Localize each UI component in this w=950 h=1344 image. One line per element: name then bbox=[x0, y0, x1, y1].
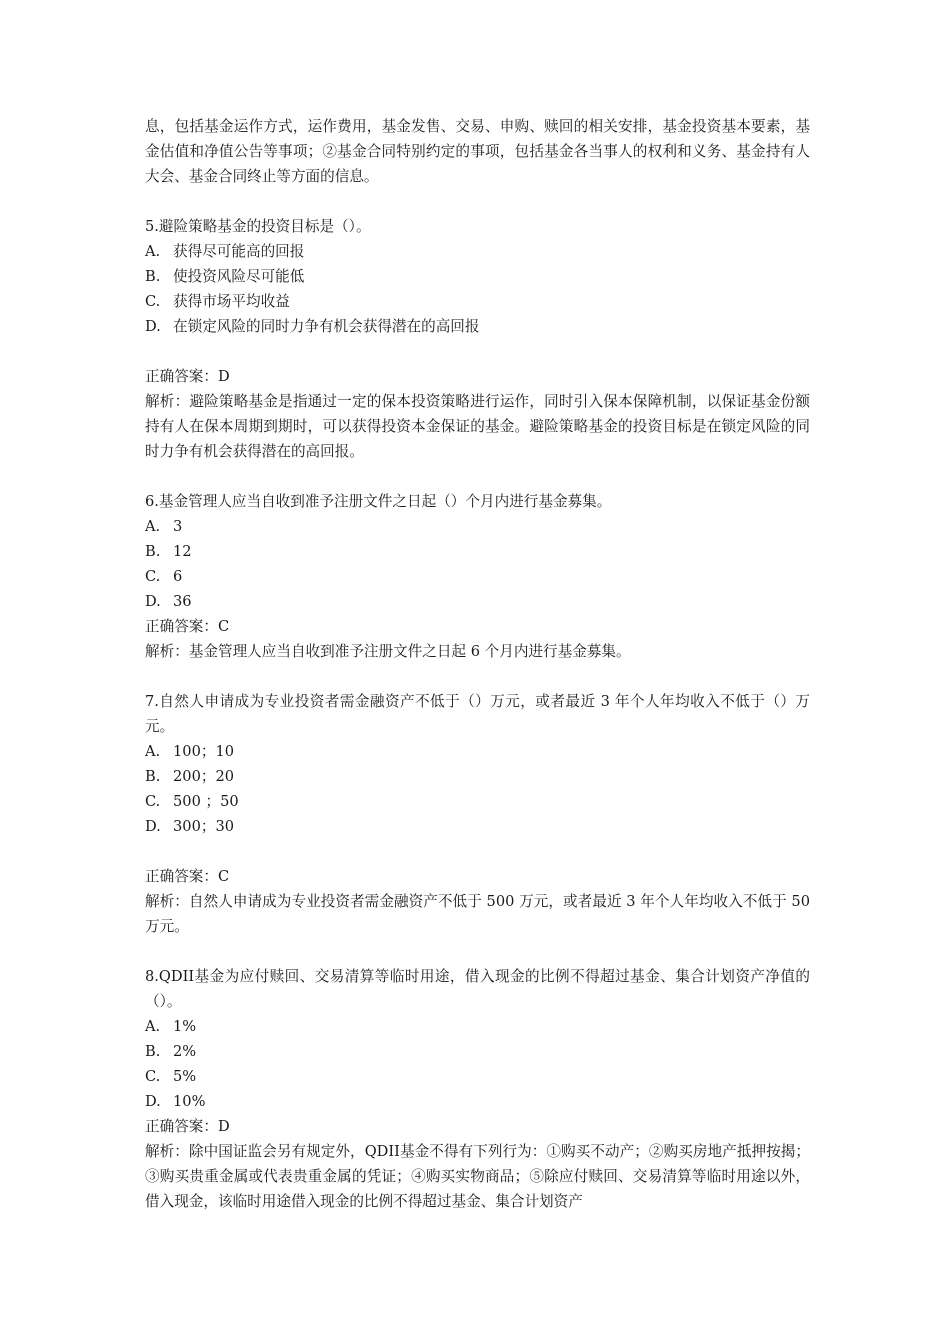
spacer bbox=[145, 839, 810, 864]
option-letter: B. bbox=[145, 543, 161, 560]
question-7-option-c bbox=[145, 789, 810, 814]
option-text: 5% bbox=[173, 1068, 197, 1085]
option-letter: C. bbox=[145, 568, 161, 585]
question-6-stem: 6.基金管理人应当自收到准予注册文件之日起（）个月内进行基金募集。 bbox=[145, 493, 612, 510]
option-letter: B. bbox=[145, 268, 161, 285]
question-5-option-a bbox=[145, 239, 810, 264]
option-text: 2% bbox=[173, 1043, 197, 1060]
option-letter: A. bbox=[145, 1018, 161, 1035]
question-5-answer: 正确答案：D bbox=[145, 368, 230, 385]
question-6-analysis: 解析：基金管理人应当自收到准予注册文件之日起 6 个月内进行基金募集。 bbox=[145, 643, 631, 660]
option-text: 获得市场平均收益 bbox=[173, 293, 290, 310]
question-6-option-b bbox=[145, 539, 810, 564]
option-text: 在锁定风险的同时力争有机会获得潜在的高回报 bbox=[173, 318, 480, 335]
question-5-option-d bbox=[145, 314, 810, 339]
option-text: 1% bbox=[173, 1018, 197, 1035]
question-6-option-d bbox=[145, 589, 810, 614]
document-page bbox=[145, 114, 810, 1214]
option-letter: B. bbox=[145, 1043, 161, 1060]
question-7-answer: 正确答案：C bbox=[145, 868, 230, 885]
question-7-stem: 7.自然人申请成为专业投资者需金融资产不低于（）万元，或者最近 3 年个人年均收入不低于（）万元。 bbox=[145, 693, 810, 735]
spacer bbox=[145, 339, 810, 364]
option-letter: C. bbox=[145, 293, 161, 310]
option-letter: A. bbox=[145, 243, 161, 260]
option-text: 获得尽可能高的回报 bbox=[173, 243, 305, 260]
question-5-stem: 5.避险策略基金的投资目标是（）。 bbox=[145, 218, 371, 235]
option-text: 36 bbox=[173, 593, 192, 610]
question-6-option-a bbox=[145, 514, 810, 539]
question-6-answer: 正确答案：C bbox=[145, 618, 230, 635]
question-6-option-c bbox=[145, 564, 810, 589]
option-letter: D. bbox=[145, 1093, 161, 1110]
question-7-option-a bbox=[145, 739, 810, 764]
option-text: 3 bbox=[173, 518, 183, 535]
question-7-option-d bbox=[145, 814, 810, 839]
option-letter: C. bbox=[145, 1068, 161, 1085]
option-text: 12 bbox=[173, 543, 192, 560]
option-text: 300；30 bbox=[173, 818, 235, 835]
spacer bbox=[145, 464, 810, 489]
question-5-option-c bbox=[145, 289, 810, 314]
option-letter: B. bbox=[145, 768, 161, 785]
question-7-analysis: 解析：自然人申请成为专业投资者需金融资产不低于 500 万元，或者最近 3 年个人年均收入不低于 50 万元。 bbox=[145, 893, 810, 935]
spacer bbox=[145, 939, 810, 964]
option-text: 10% bbox=[173, 1093, 206, 1110]
question-8-option-d bbox=[145, 1089, 810, 1114]
option-text: 使投资风险尽可能低 bbox=[173, 268, 305, 285]
question-5-option-b bbox=[145, 264, 810, 289]
question-8-analysis: 解析：除中国证监会另有规定外，QDII基金不得有下列行为：①购买不动产；②购买房地产抵押按揭；③购买贵重金属或代表贵重金属的凭证；④购买实物商品；⑤除应付赎回、交易清算等临时用途以外，借入现金，该临时用途借入现金的比例不得超过基金、集合计划资产 bbox=[145, 1143, 810, 1210]
option-text: 500 ；50 bbox=[173, 793, 239, 810]
option-text: 6 bbox=[173, 568, 183, 585]
spacer bbox=[145, 664, 810, 689]
option-letter: D. bbox=[145, 818, 161, 835]
option-letter: C. bbox=[145, 793, 161, 810]
intro-paragraph: 息，包括基金运作方式，运作费用，基金发售、交易、申购、赎回的相关安排，基金投资基本要素，基金估值和净值公告等事项；②基金合同特别约定的事项，包括基金各当事人的权利和义务、基金持有人大会、基金合同终止等方面的信息。 bbox=[145, 118, 810, 185]
option-text: 100；10 bbox=[173, 743, 235, 760]
option-letter: A. bbox=[145, 518, 161, 535]
question-5-analysis: 解析：避险策略基金是指通过一定的保本投资策略进行运作，同时引入保本保障机制，以保证基金份额持有人在保本周期到期时，可以获得投资本金保证的基金。避险策略基金的投资目标是在锁定风险的同时力争有机会获得潜在的高回报。 bbox=[145, 393, 810, 460]
question-8-answer: 正确答案：D bbox=[145, 1118, 230, 1135]
option-letter: A. bbox=[145, 743, 161, 760]
option-letter: D. bbox=[145, 593, 161, 610]
question-8-option-a bbox=[145, 1014, 810, 1039]
option-text: 200；20 bbox=[173, 768, 235, 785]
question-7-option-b bbox=[145, 764, 810, 789]
question-8-option-b bbox=[145, 1039, 810, 1064]
question-8-option-c bbox=[145, 1064, 810, 1089]
option-letter: D. bbox=[145, 318, 161, 335]
question-8-stem: 8.QDII基金为应付赎回、交易清算等临时用途，借入现金的比例不得超过基金、集合计划资产净值的（）。 bbox=[145, 968, 810, 1010]
spacer bbox=[145, 189, 810, 214]
